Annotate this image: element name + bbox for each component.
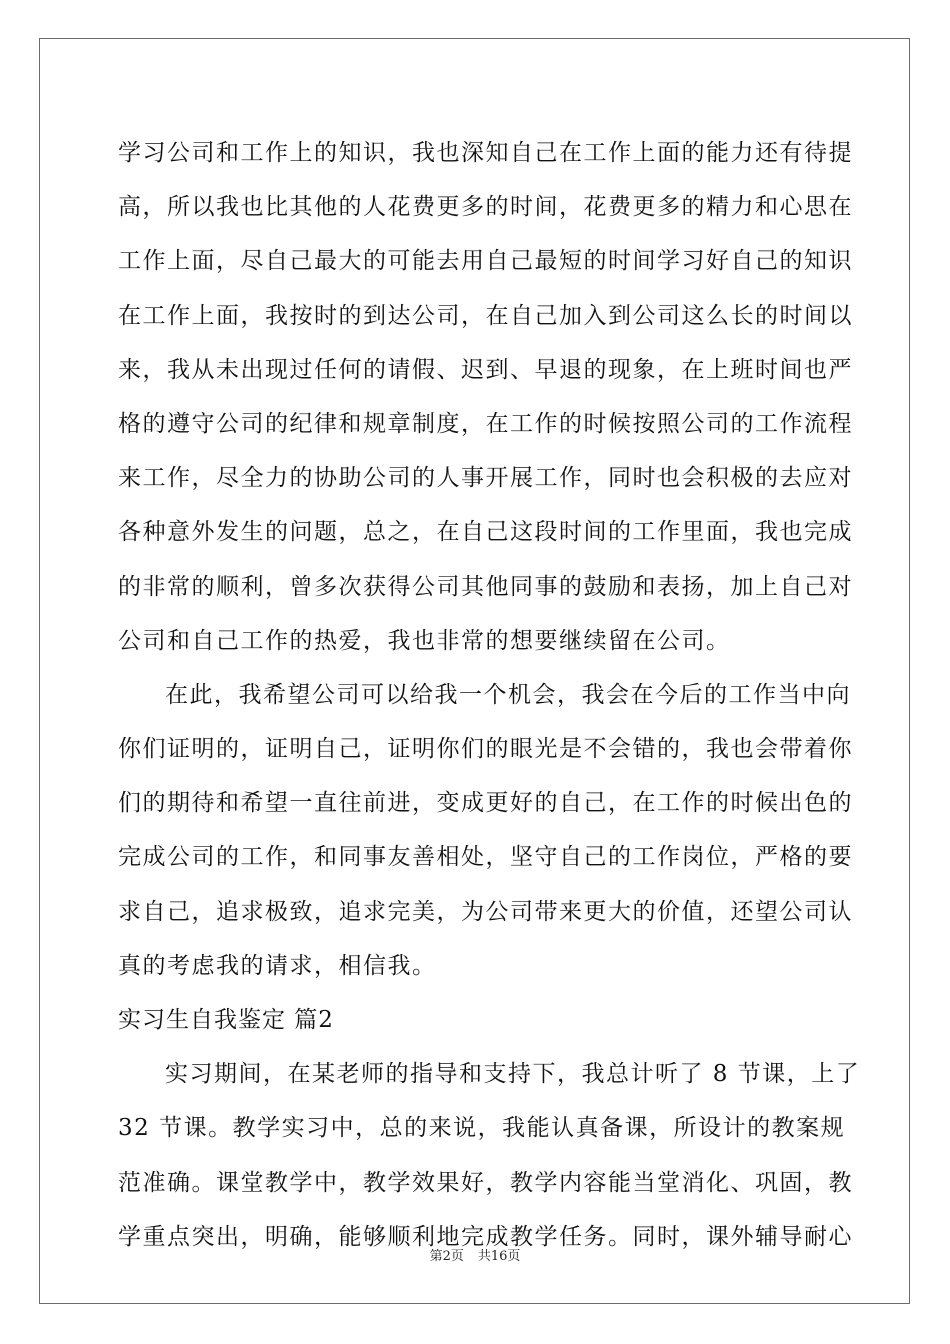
text-line: 的非常的顺利，曾多次获得公司其他同事的鼓励和表扬，加上自己对 — [118, 573, 853, 600]
text-line: 在此，我希望公司可以给我一个机会，我会在今后的工作当中向 — [165, 681, 851, 708]
text-line: 格的遵守公司的纪律和规章制度，在工作的时候按照公司的工作流程 — [118, 410, 853, 437]
text-line: 工作上面，尽自己最大的可能去用自己最短的时间学习好自己的知识 — [118, 248, 853, 275]
text-line: 高，所以我也比其他的人花费更多的时间，花费更多的精力和心思在 — [118, 194, 853, 221]
text-line: 在工作上面，我按时的到达公司，在自己加入到公司这么长的时间以 — [118, 302, 853, 329]
text-line: 32 节课。教学实习中，总的来说，我能认真备课，所设计的教案规 — [118, 1115, 846, 1142]
text-line: 来，我从未出现过任何的请假、迟到、早退的现象，在上班时间也严 — [118, 356, 853, 383]
section-heading: 实习生自我鉴定 篇2 — [118, 1007, 334, 1033]
paragraph-request — [118, 668, 853, 993]
paragraph-internship — [118, 1047, 861, 1264]
page-number: 第2页 — [429, 1249, 464, 1264]
text-line: 你们证明的，证明自己，证明你们的眼光是不会错的，我也会带着你 — [118, 736, 853, 763]
text-line: 范准确。课堂教学中，教学效果好，教学内容能当堂消化、巩固，教 — [118, 1169, 853, 1196]
page-footer — [0, 1245, 950, 1264]
document-body — [118, 126, 861, 1264]
text-line: 学习公司和工作上的知识，我也深知自己在工作上面的能力还有待提 — [118, 140, 853, 166]
text-line: 求自己，追求极致，追求完美，为公司带来更大的价值，还望公司认 — [118, 898, 853, 925]
text-line: 公司和自己工作的热爱，我也非常的想要继续留在公司。 — [118, 627, 731, 654]
text-line: 完成公司的工作，和同事友善相处，坚守自己的工作岗位，严格的要 — [118, 844, 853, 871]
page-total: 共16页 — [477, 1249, 521, 1264]
text-line: 来工作，尽全力的协助公司的人事开展工作，同时也会积极的去应对 — [118, 465, 853, 492]
text-line: 们的期待和希望一直往前进，变成更好的自己，在工作的时候出色的 — [118, 790, 853, 817]
text-line: 学重点突出，明确，能够顺利地完成教学任务。同时，课外辅导耐心 — [118, 1223, 853, 1250]
text-line: 实习期间，在某老师的指导和支持下，我总计听了 8 节课，上了 — [165, 1061, 861, 1088]
paragraph-continuation — [118, 126, 853, 668]
text-line: 各种意外发生的问题，总之，在自己这段时间的工作里面，我也完成 — [118, 519, 853, 546]
text-line: 真的考虑我的请求，相信我。 — [118, 952, 437, 979]
